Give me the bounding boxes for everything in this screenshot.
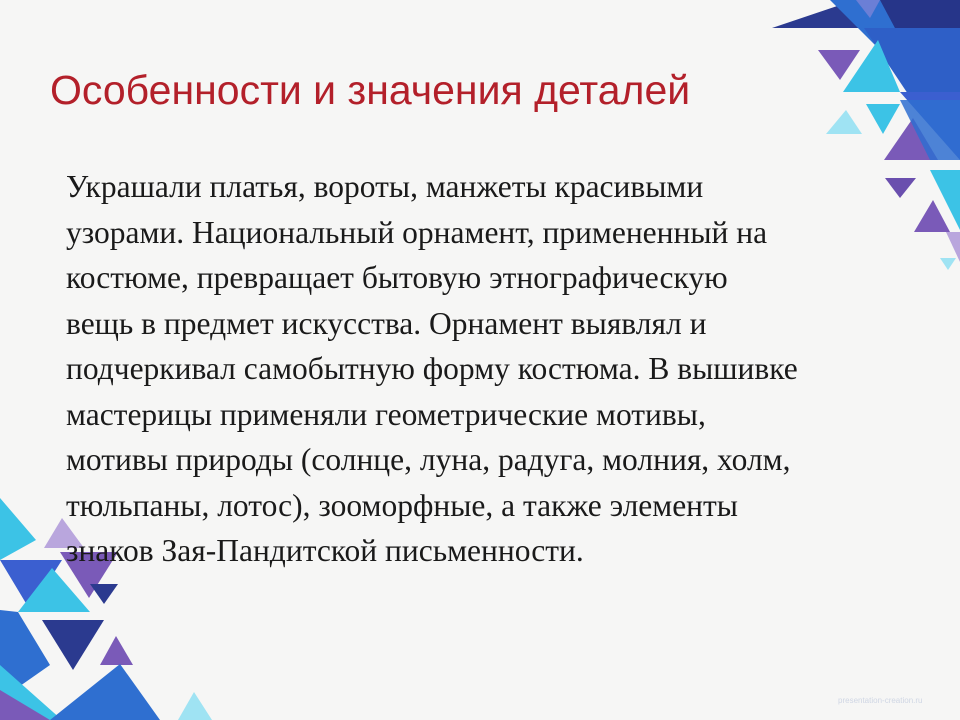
triangle-decoration	[826, 110, 862, 134]
slide-title: Особенности и значения деталей	[50, 67, 691, 113]
slide-body-text: Украшали платья, вороты, манжеты красивыми узорами. Национальный орнамент, примененный на костюме, превращает бытовую этнографическую вещь в предмет искусства. Орнамент выявлял и подчеркивал самобытную форму костюма. В вышивке мастерицы применяли геометрические мотивы, мотивы природы (солнце, луна, радуга, молния, холм, тюльпаны, лотос), зооморфные, а также элементы знаков Зая-Пандитской письменности.	[66, 169, 798, 568]
triangle-decoration	[50, 664, 160, 720]
triangle-decoration	[100, 636, 133, 665]
triangle-decoration	[42, 620, 104, 670]
watermark: presentation-creation.ru	[838, 696, 923, 705]
triangle-decoration	[818, 50, 860, 80]
triangle-decoration	[90, 584, 118, 604]
triangle-decoration	[178, 692, 212, 720]
triangle-decoration	[0, 498, 36, 560]
triangle-decoration	[946, 232, 960, 262]
triangle-decoration	[866, 104, 900, 134]
